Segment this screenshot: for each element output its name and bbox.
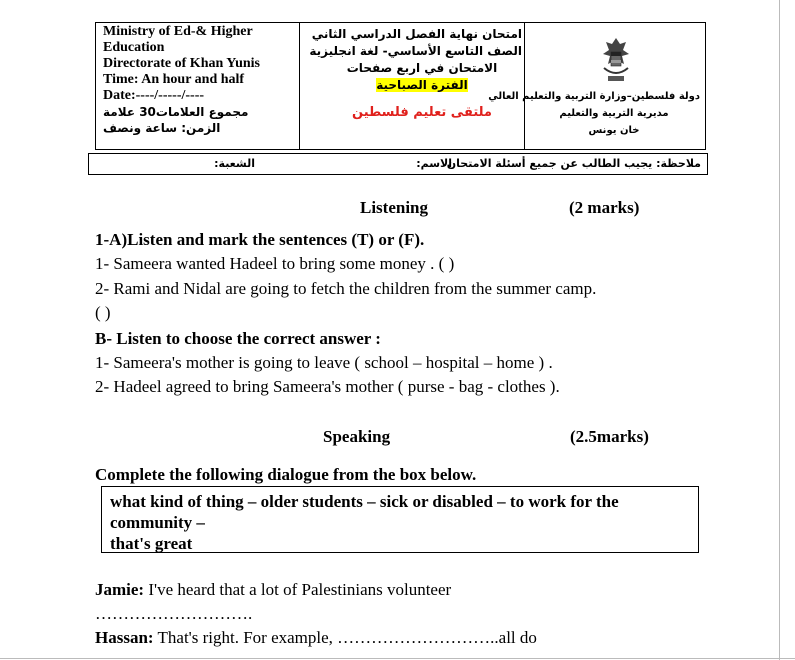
question-1a-item-2: 2- Rami and Nidal are going to fetch the children from the summer camp. [95,279,597,298]
total-marks-arabic: مجموع العلامات30 علامة [103,105,249,119]
question-1a-title: 1-A)Listen and mark the sentences (T) or (F). [95,230,425,249]
listening-title: Listening [360,198,429,217]
section-label: الشعبة: [214,157,255,170]
khan-yunis-line: خان يونس [588,125,640,136]
directorate-arabic-line: مديرية التربية والتعليم [559,108,669,119]
grade-line: الصف التاسع الأساسي- لغة انجليزية [309,44,522,58]
word-box [101,486,699,553]
morning-shift-label: الفترة الصباحية [376,78,468,92]
directorate-line: Directorate of Khan Yunis [103,56,260,71]
hassan-speaker: Hassan: [95,628,154,647]
dialogue-instruction: Complete the following dialogue from the box below. [95,465,477,484]
question-1a-item-1: 1- Sameera wanted Hadeel to bring some money . ( ) [95,254,455,273]
state-ministry-line: دولة فلسطين–وزارة التربية والتعليم العالي [488,91,700,102]
jamie-line [95,580,451,600]
time-arabic: الزمن: ساعة ونصف [103,121,221,135]
question-b-item-1: 1- Sameera's mother is going to leave ( school – hospital – home ) . [95,353,553,372]
forum-label: ملتقى تعليم فلسطين [352,105,492,120]
header-right-block [488,88,700,139]
word-box-line-2: community – [110,513,205,532]
name-label: الاسم: [416,157,452,170]
hassan-line [95,628,537,648]
jamie-dots: ………………………. [95,604,253,623]
word-box-line-1: what kind of thing – older students – sick or disabled – to work for the [110,492,619,511]
date-line: Date:----/-----/---- [103,88,205,103]
page-edge-right [779,0,780,660]
hassan-text: That's right. For example, ………………………..all do [153,628,537,647]
palestine-emblem-icon [600,34,632,86]
question-1a-item-2-bracket: ( ) [95,303,111,322]
note-box [88,153,708,175]
time-line: Time: An hour and half [103,72,245,87]
ministry-line: Ministry of Ed-& Higher [103,24,253,39]
question-b-item-2: 2- Hadeel agreed to bring Sameera's mother ( purse - bag - clothes ). [95,377,560,396]
exam-title-line: امتحان نهاية الفصل الدراسي الثاني [311,27,522,41]
header-divider-left [299,22,300,150]
page-edge-bottom [0,658,795,659]
speaking-title: Speaking [323,427,391,446]
speaking-marks: (2.5marks) [570,427,649,446]
jamie-text: I've heard that a lot of Palestinians volunteer [144,580,452,599]
question-b-title: B- Listen to choose the correct answer : [95,329,381,348]
word-box-line-3: that's great [110,534,193,553]
header-divider-right [524,22,525,150]
education-line: Education [103,40,165,55]
listening-marks: (2 marks) [569,198,640,217]
pages-line: الامتحان في اربع صفحات [346,61,498,75]
header-middle-block [309,26,522,121]
header-left-block [103,24,260,136]
instruction-note: ملاحظة: يجيب الطالب عن جميع أسئلة الامتحان [446,157,701,170]
jamie-speaker: Jamie: [95,580,145,599]
